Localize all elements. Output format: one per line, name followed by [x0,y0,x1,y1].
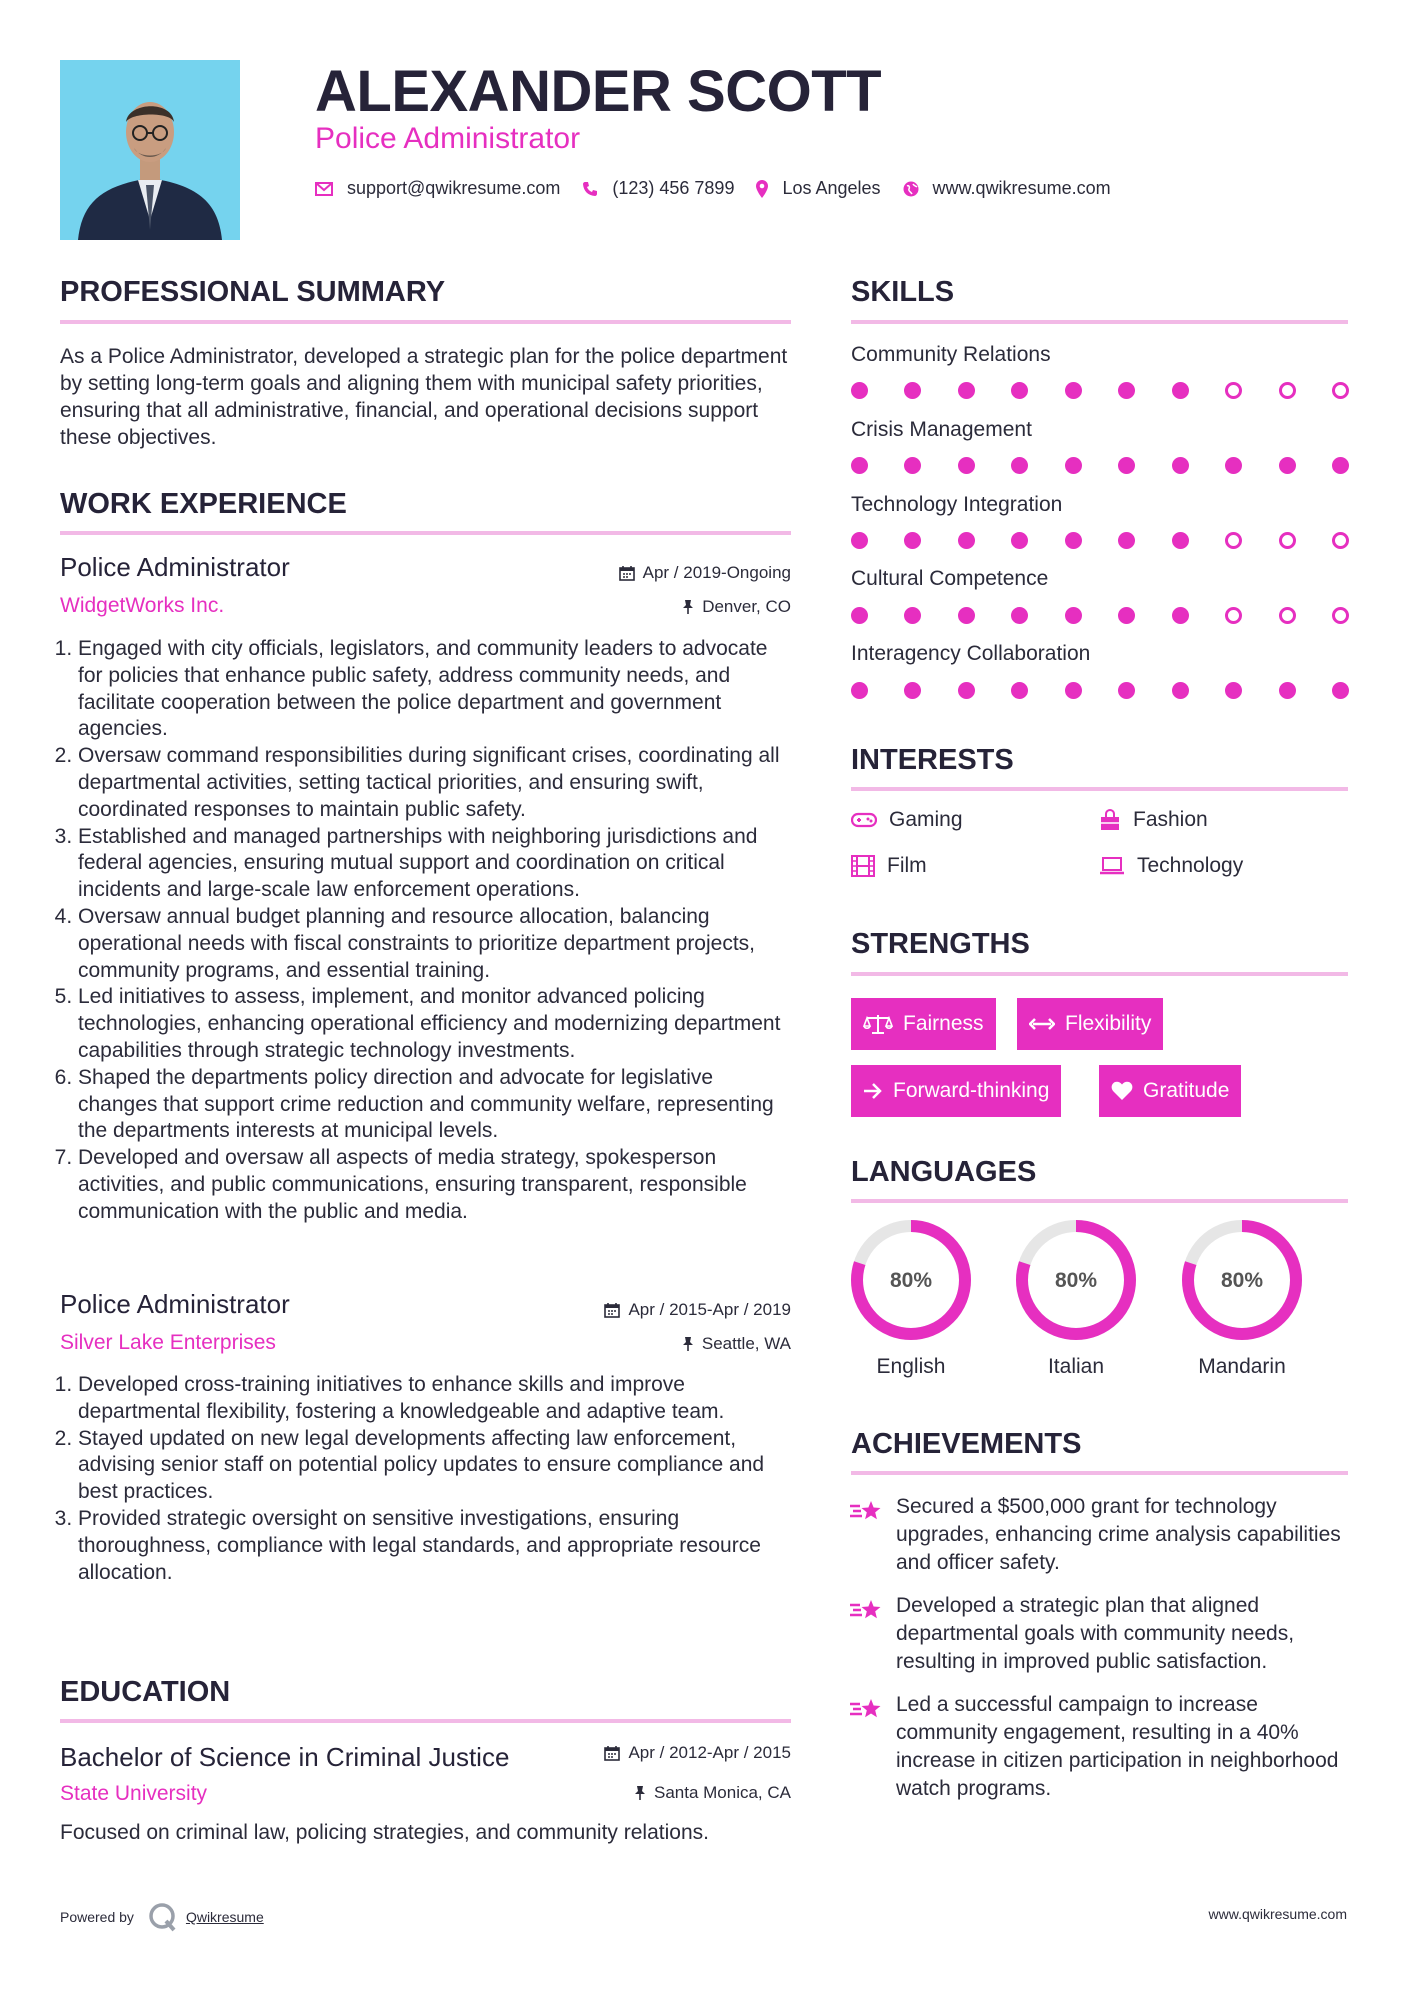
shooting-star-icon [849,1497,883,1530]
skill-rating [851,532,1349,549]
strength-label: Fairness [903,1012,984,1035]
job-2-company: Silver Lake Enterprises [60,1331,276,1354]
skill-name: Interagency Collaboration [851,642,1091,665]
work-divider [60,531,791,535]
skill-dot-filled [1011,532,1028,549]
skill-dot-empty [1279,607,1296,624]
skill-dot-filled [904,382,921,399]
job-1-bullet: 7. Developed and oversaw all aspects of media strategy, spokesperson activities, and public communications, ensuring transparent, responsible communication with the public and media. [78,1145,795,1225]
strength-chip [851,1065,1061,1117]
skill-dot-filled [904,682,921,699]
job-1-location [682,597,791,617]
education-location [634,1783,791,1803]
achievements-divider [851,1471,1348,1475]
achievement-text: Led a successful campaign to increase community engagement, resulting in a 40% increase in citizen participation in neighborhood watch programs. [896,1693,1339,1800]
education-location-text: Santa Monica, CA [653,1783,791,1802]
skill-dot-filled [1118,382,1135,399]
interests-divider [851,787,1348,791]
language-name: Italian [1047,1355,1105,1378]
language-ring [1014,1218,1138,1347]
education-heading: EDUCATION [60,1676,231,1708]
skill-dot-filled [1011,382,1028,399]
skill-name: Technology Integration [851,493,1063,516]
education-dates-text: Apr / 2012-Apr / 2015 [628,1743,791,1762]
job-1-bullet: 1. Engaged with city officials, legislators, and community leaders to advocate for policies that enhance public safety, address community needs, and facilitate cooperation between the police department and government agencies. [78,636,795,743]
laptop-icon [1099,856,1125,876]
job-2-title: Police Administrator [60,1289,290,1319]
gamepad-icon [851,812,877,828]
website-text: www.qwikresume.com [932,178,1111,198]
skill-dot-filled [851,607,868,624]
job-1-bullet: 4. Oversaw annual budget planning and resource allocation, balancing operational needs with fiscal constraints to prioritize department projects, community programs, and essential training. [78,904,795,984]
skill-dot-filled [1065,682,1082,699]
interest-item [851,854,927,878]
job-1-location-text: Denver, CO [702,597,791,616]
skill-dot-filled [1065,532,1082,549]
skill-dot-filled [1065,382,1082,399]
languages-heading: LANGUAGES [851,1156,1037,1188]
job-1-title: Police Administrator [60,552,290,582]
skill-dot-filled [958,457,975,474]
shopping-bag-icon [1099,809,1121,831]
skills-divider [851,320,1348,324]
skill-dot-empty [1332,607,1349,624]
skill-dot-filled [904,607,921,624]
shooting-star-icon [849,1695,883,1728]
arrow-right-icon [863,1083,883,1099]
skill-dot-empty [1225,532,1242,549]
degree-title: Bachelor of Science in Criminal Justice [60,1742,510,1772]
skill-dot-empty [1225,382,1242,399]
skill-dot-filled [851,457,868,474]
ring-percent-label: 80% [1220,1269,1264,1292]
skill-dot-filled [1279,682,1296,699]
strength-label: Flexibility [1065,1012,1152,1035]
job-1-bullet: 6. Shaped the departments policy direction and advocate for legislative changes that support crime reduction and community welfare, representing the departments interests at municipal levels. [78,1065,795,1145]
language-name: Mandarin [1198,1355,1286,1378]
skill-dot-filled [904,457,921,474]
job-2-bullet: 1. Developed cross-training initiatives to enhance skills and improve departmental flexibility, fostering a knowledgeable and adaptive team. [78,1372,795,1426]
skill-dot-filled [1279,457,1296,474]
email-text: support@qwikresume.com [347,178,561,198]
ring-percent-label: 80% [1054,1269,1098,1292]
footer-website[interactable]: www.qwikresume.com [1208,1906,1347,1922]
language-ring [849,1218,973,1347]
skill-name: Crisis Management [851,418,1032,441]
pushpin-icon [682,599,694,615]
pushpin-icon [634,1785,646,1801]
pushpin-icon [682,1336,694,1352]
skill-dot-empty [1332,382,1349,399]
powered-by-text: Powered by [60,1909,134,1925]
skill-name: Community Relations [851,343,1051,366]
skill-dot-filled [1172,457,1189,474]
job-2-location [682,1334,791,1354]
interest-label: Film [887,854,927,877]
job-1-bullet: 2. Oversaw command responsibilities during significant crises, coordinating all departmental activities, setting tactical priorities, and ensuring swift, coordinated responses to maintain public safety. [78,743,795,823]
skill-dot-empty [1225,607,1242,624]
skill-dot-filled [1172,532,1189,549]
skill-dot-filled [1332,457,1349,474]
skill-dot-filled [851,532,868,549]
job-1-bullet: 3. Established and managed partnerships with neighboring jurisdictions and federal agencies, ensuring mutual support and coordination on critical incidents and large-scale law enforcement operations. [78,824,795,904]
job-2-location-text: Seattle, WA [701,1334,791,1353]
skill-dot-filled [1225,457,1242,474]
achievement-text: Developed a strategic plan that aligned departmental goals with community needs, resulting in improved public satisfaction. [896,1594,1295,1673]
strength-chip [851,998,996,1050]
job-2-bullet: 3. Provided strategic oversight on sensitive investigations, ensuring thoroughness, compliance with legal standards, and appropriate resource allocation. [78,1506,795,1586]
skill-dot-filled [851,382,868,399]
strengths-heading: STRENGTHS [851,928,1030,960]
skill-dot-filled [958,532,975,549]
job-1-bullets [60,636,795,1226]
skill-rating [851,607,1349,624]
candidate-title: Police Administrator [315,122,581,155]
ring-percent-label: 80% [889,1269,933,1292]
language-progress-ring [1180,1218,1304,1342]
language-progress-ring [849,1218,973,1342]
strength-chip [1017,998,1163,1050]
skill-rating [851,457,1349,474]
skill-dot-filled [1172,682,1189,699]
phone-icon [582,181,598,197]
job-1-dates [619,563,791,583]
footer-branding [60,1902,264,1932]
globe-icon [903,181,919,197]
summary-divider [60,320,791,324]
achievements-heading: ACHIEVEMENTS [851,1428,1082,1460]
skill-rating [851,682,1349,699]
skill-dot-filled [1172,382,1189,399]
qwikresume-link[interactable]: Qwikresume [185,1909,264,1925]
skill-dot-filled [1225,682,1242,699]
map-marker-icon [756,180,768,198]
skill-dot-filled [851,682,868,699]
skill-dot-filled [1011,682,1028,699]
job-2-dates-text: Apr / 2015-Apr / 2019 [628,1300,791,1319]
strength-chip [1099,1065,1241,1117]
skill-dot-filled [958,382,975,399]
skills-heading: SKILLS [851,276,955,308]
work-heading: WORK EXPERIENCE [60,488,347,520]
skill-dot-filled [904,532,921,549]
languages-divider [851,1199,1348,1203]
interest-item [851,808,963,832]
skill-dot-filled [1065,457,1082,474]
skill-dot-filled [1118,532,1135,549]
contact-email[interactable] [315,178,560,199]
skill-dot-filled [1172,607,1189,624]
skill-dot-filled [1011,607,1028,624]
skill-dot-filled [1118,457,1135,474]
strengths-divider [851,972,1348,976]
strength-label: Forward-thinking [893,1079,1050,1102]
skill-rating [851,382,1349,399]
location-text: Los Angeles [782,178,881,198]
skill-dot-empty [1279,532,1296,549]
phone-text: (123) 456 7899 [612,178,735,198]
balance-scale-icon [863,1013,893,1035]
skill-dot-empty [1332,532,1349,549]
profile-photo [60,60,240,240]
qwikresume-logo-icon [148,1902,178,1932]
job-1-bullet: 5. Led initiatives to assess, implement, and monitor advanced policing technologies, enhancing operational efficiency and modernizing department capabilities through strategic technology investments. [78,984,795,1064]
education-divider [60,1719,791,1723]
contact-phone[interactable] [582,178,734,199]
school-name: State University [60,1782,208,1805]
job-2-dates [604,1300,791,1320]
summary-text: As a Police Administrator, developed a strategic plan for the police department by setting long-term goals and aligning them with municipal safety priorities, ensuring that all administrative, financial, and operational decisions support these objectives. [60,345,788,449]
skill-dot-empty [1279,382,1296,399]
envelope-icon [315,182,333,196]
calendar-icon [604,1745,620,1761]
strength-label: Gratitude [1143,1079,1230,1102]
contact-bar [315,178,1133,199]
interest-label: Gaming [889,808,963,831]
job-1-dates-text: Apr / 2019-Ongoing [642,563,791,582]
skill-dot-filled [1332,682,1349,699]
language-progress-ring [1014,1218,1138,1342]
summary-heading: PROFESSIONAL SUMMARY [60,276,446,308]
skill-name: Cultural Competence [851,567,1049,590]
job-1-company: WidgetWorks Inc. [60,594,225,617]
interest-item [1099,808,1208,832]
contact-location [756,178,880,199]
language-ring [1180,1218,1304,1347]
skill-dot-filled [958,607,975,624]
job-2-bullets [60,1372,795,1586]
education-dates [604,1743,791,1763]
achievement-text: Secured a $500,000 grant for technology upgrades, enhancing crime analysis capabilities and officer safety. [896,1495,1341,1574]
language-name: English [876,1355,946,1378]
calendar-icon [604,1302,620,1318]
skill-dot-filled [1011,457,1028,474]
contact-website[interactable] [903,178,1111,199]
film-icon [851,855,875,877]
interest-item [1099,854,1243,878]
interests-heading: INTERESTS [851,744,1014,776]
skill-dot-filled [958,682,975,699]
calendar-icon [619,565,635,581]
skill-dot-filled [1118,607,1135,624]
skill-dot-filled [1118,682,1135,699]
interest-label: Technology [1137,854,1244,877]
arrows-horizontal-icon [1029,1017,1055,1031]
heart-icon [1111,1081,1133,1101]
education-description: Focused on criminal law, policing strategies, and community relations. [60,1821,709,1844]
shooting-star-icon [849,1596,883,1629]
skill-dot-filled [1065,607,1082,624]
candidate-name: ALEXANDER SCOTT [315,59,882,124]
job-2-bullet: 2. Stayed updated on new legal developments affecting law enforcement, advising senior staff on potential policy updates to ensure compliance and best practices. [78,1426,795,1506]
interest-label: Fashion [1133,808,1208,831]
